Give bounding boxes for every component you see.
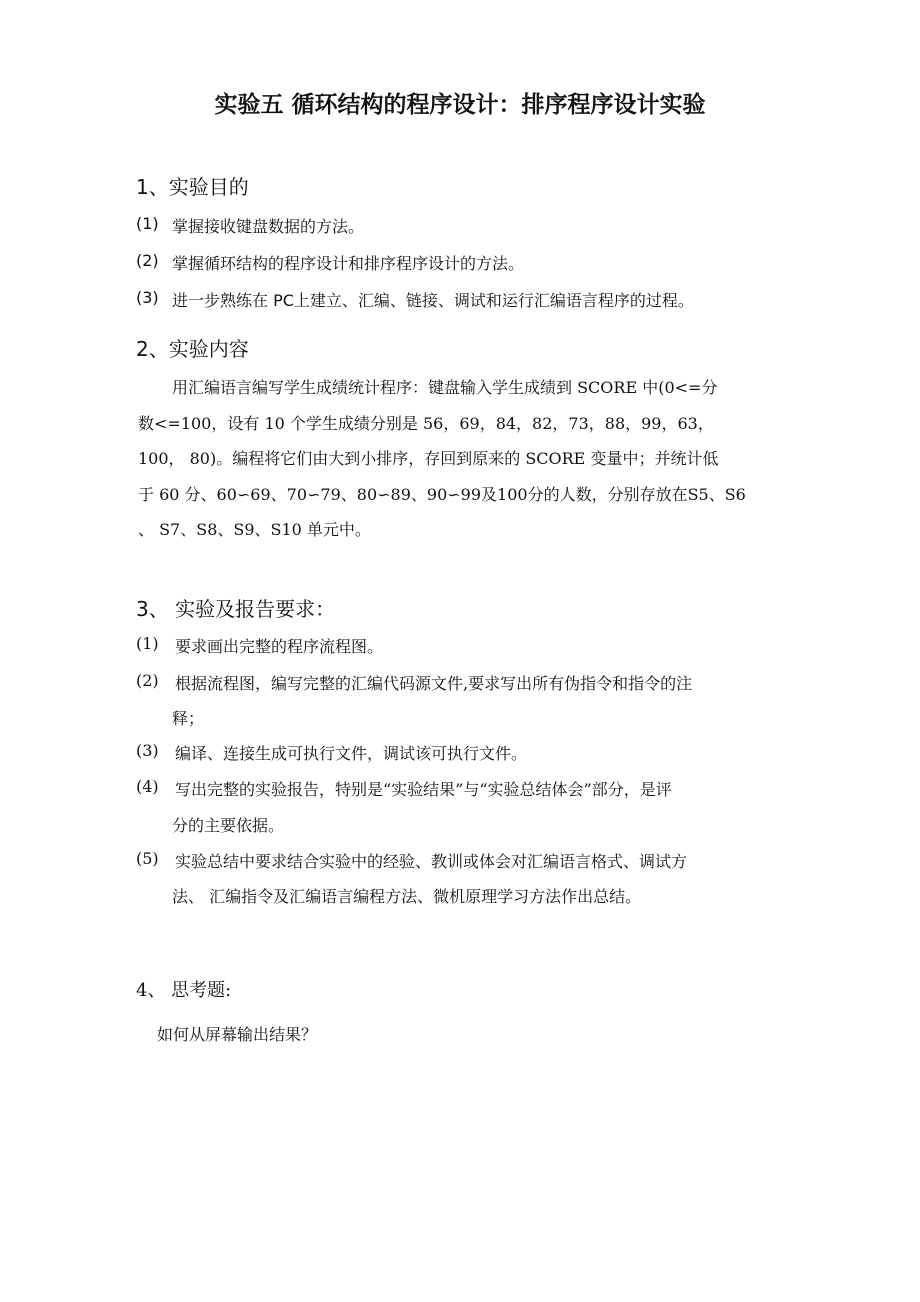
list-item-number: (5) [136, 849, 159, 868]
list-item-number: (1) [136, 214, 159, 233]
paragraph-line: 100， 80)。编程将它们由大到小排序，存回到原来的 SCORE 变量中；并统计低 [138, 449, 719, 468]
list-item-text: 掌握接收键盘数据的方法。 [172, 217, 365, 236]
section-2-heading: 2、实验内容 [136, 337, 249, 361]
list-item-text: 分的主要依据。 [172, 816, 285, 835]
list-item-number: (3) [136, 741, 159, 760]
list-item-number: (2) [136, 671, 159, 690]
section-3-heading: 3、 实验及报告要求： [136, 597, 336, 621]
list-item-text: 写出完整的实验报告，特别是“实验结果”与“实验总结体会”部分，是评 [175, 780, 672, 799]
list-item-number: (2) [136, 251, 159, 270]
section-4-heading: 4、 思考题: [136, 980, 232, 1001]
page-title: 实验五 循环结构的程序设计：排序程序设计实验 [214, 92, 706, 118]
thinking-question: 如何从屏幕输出结果？ [157, 1025, 318, 1044]
list-item-text: 法、 汇编指令及汇编语言编程方法、微机原理学习方法作出总结。 [172, 887, 642, 906]
experiment-content-paragraph [138, 370, 788, 548]
list-item-text: 要求画出完整的程序流程图。 [175, 637, 384, 656]
list-item-text: 编译、连接生成可执行文件，调试该可执行文件。 [175, 744, 528, 763]
list-item-number: (3) [136, 288, 159, 307]
paragraph-line: 数<=100，设有 10 个学生成绩分别是 56，69，84，82，73，88，99，63， [138, 413, 714, 433]
list-item-number: (4) [136, 777, 159, 796]
section-1-heading: 1、实验目的 [136, 175, 249, 199]
list-item-text: 进一步熟练在 PC上建立、汇编、链接、调试和运行汇编语言程序的过程。 [172, 291, 694, 310]
list-item-text: 释； [172, 709, 205, 728]
paragraph-line: 于 60 分、60∽69、70∽79、80∽89、90∽99及100分的人数，分别存放在S5、S6 [138, 484, 746, 504]
list-item-text: 根据流程图，编写完整的汇编代码源文件,要求写出所有伪指令和指令的注 [175, 674, 693, 693]
paragraph-line: 、 S7、S8、S9、S10 单元中。 [138, 520, 371, 539]
paragraph-line: 用汇编语言编写学生成绩统计程序：键盘输入学生成绩到 SCORE 中(0<=分 [172, 378, 718, 397]
list-item-number: (1) [136, 634, 159, 653]
list-item-text: 掌握循环结构的程序设计和排序程序设计的方法。 [172, 254, 525, 273]
list-item-text: 实验总结中要求结合实验中的经验、教训或体会对汇编语言格式、调试方 [175, 852, 688, 871]
